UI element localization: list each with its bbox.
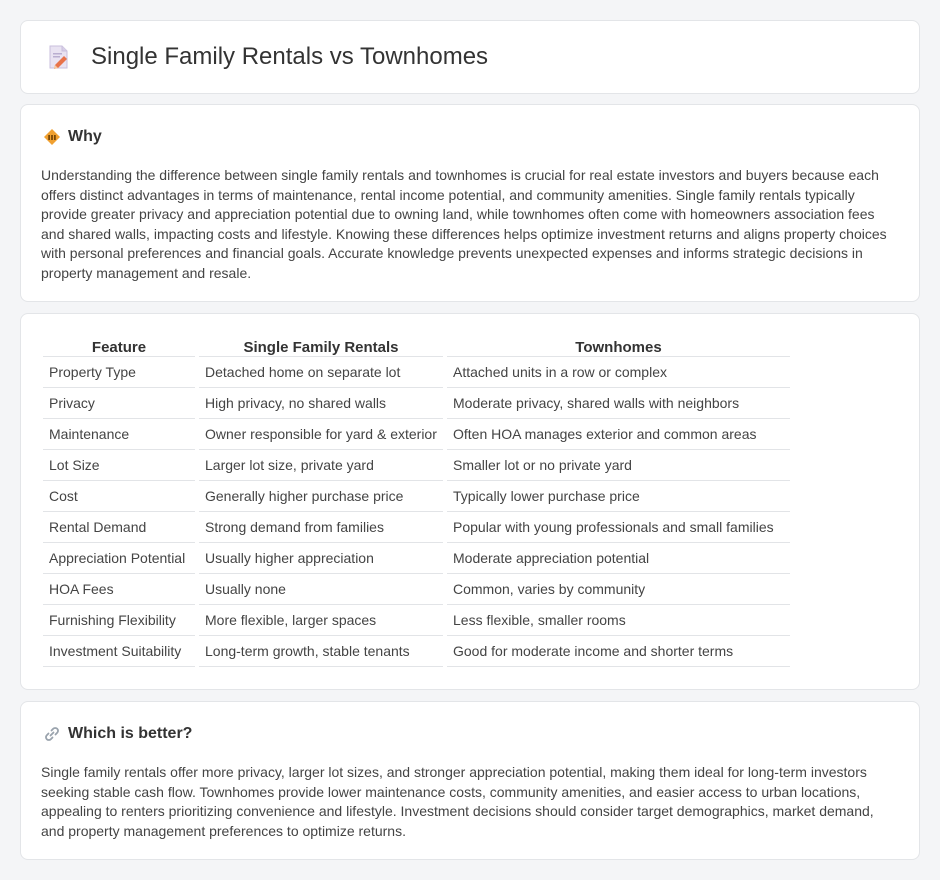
- link-icon: [43, 725, 61, 743]
- page-title: Single Family Rentals vs Townhomes: [91, 43, 489, 70]
- why-title: Why: [68, 128, 102, 145]
- table-row: [43, 636, 790, 667]
- feature-cell: Property Type: [43, 357, 195, 388]
- table-row: [43, 419, 790, 450]
- townhome-cell: Attached units in a row or complex: [447, 357, 790, 388]
- column-header-townhomes: Townhomes: [447, 334, 790, 357]
- feature-cell: Cost: [43, 481, 195, 512]
- table-row: [43, 388, 790, 419]
- diamond-sign-icon: [43, 128, 61, 146]
- title-card: [20, 20, 920, 94]
- feature-cell: Privacy: [43, 388, 195, 419]
- which-is-better-section: [20, 701, 920, 860]
- townhome-cell: Less flexible, smaller rooms: [447, 605, 790, 636]
- feature-cell: Appreciation Potential: [43, 543, 195, 574]
- single-family-cell: Usually none: [199, 574, 443, 605]
- why-text: Understanding the difference between single family rentals and townhomes is crucial for real estate investors and buyers because each offers distinct advantages in terms of maintenance, rental income potential, and community amenities. Single family rentals typically provide greater privacy and appreciation potential due to owning land, while townhomes often come with homeowners association fees and shared walls, impacting costs and lifestyle. Knowing these differences helps optimize investment returns and aligns property choices with personal preferences and financial goals. Accurate knowledge prevents unexpected expenses and informs strategic decisions in property management and resale.: [41, 167, 887, 281]
- single-family-cell: Owner responsible for yard & exterior: [199, 419, 443, 450]
- feature-cell: Investment Suitability: [43, 636, 195, 667]
- townhome-cell: Often HOA manages exterior and common areas: [447, 419, 790, 450]
- table-header-row: [43, 334, 790, 357]
- single-family-cell: Strong demand from families: [199, 512, 443, 543]
- column-header-single-family: Single Family Rentals: [199, 334, 443, 357]
- townhome-cell: Popular with young professionals and small families: [447, 512, 790, 543]
- table-row: [43, 543, 790, 574]
- table-row: [43, 512, 790, 543]
- townhome-cell: Smaller lot or no private yard: [447, 450, 790, 481]
- feature-cell: Rental Demand: [43, 512, 195, 543]
- single-family-cell: Long-term growth, stable tenants: [199, 636, 443, 667]
- column-header-feature: Feature: [43, 334, 195, 357]
- single-family-cell: Generally higher purchase price: [199, 481, 443, 512]
- which-is-better-title: Which is better?: [68, 725, 193, 742]
- single-family-cell: Usually higher appreciation: [199, 543, 443, 574]
- table-row: [43, 481, 790, 512]
- document-pencil-icon: [47, 44, 71, 70]
- townhome-cell: Typically lower purchase price: [447, 481, 790, 512]
- feature-cell: Maintenance: [43, 419, 195, 450]
- townhome-cell: Moderate appreciation potential: [447, 543, 790, 574]
- single-family-cell: Detached home on separate lot: [199, 357, 443, 388]
- single-family-cell: More flexible, larger spaces: [199, 605, 443, 636]
- table-row: [43, 357, 790, 388]
- townhome-cell: Common, varies by community: [447, 574, 790, 605]
- why-section: [20, 104, 920, 302]
- feature-cell: Lot Size: [43, 450, 195, 481]
- townhome-cell: Moderate privacy, shared walls with neighbors: [447, 388, 790, 419]
- single-family-cell: Larger lot size, private yard: [199, 450, 443, 481]
- table-row: [43, 574, 790, 605]
- comparison-table: [39, 334, 794, 667]
- feature-cell: HOA Fees: [43, 574, 195, 605]
- feature-cell: Furnishing Flexibility: [43, 605, 195, 636]
- townhome-cell: Good for moderate income and shorter terms: [447, 636, 790, 667]
- table-row: [43, 605, 790, 636]
- comparison-card: [20, 313, 920, 690]
- single-family-cell: High privacy, no shared walls: [199, 388, 443, 419]
- which-is-better-text: Single family rentals offer more privacy, larger lot sizes, and stronger appreciation potential, making them ideal for long-term investors seeking stable cash flow. Townhomes provide lower maintenance costs, community amenities, and easier access to urban locations, appealing to renters prioritizing convenience and lifestyle. Investment decisions should consider target demographics, market demand, and property management preferences to optimize returns.: [41, 764, 874, 839]
- table-row: [43, 450, 790, 481]
